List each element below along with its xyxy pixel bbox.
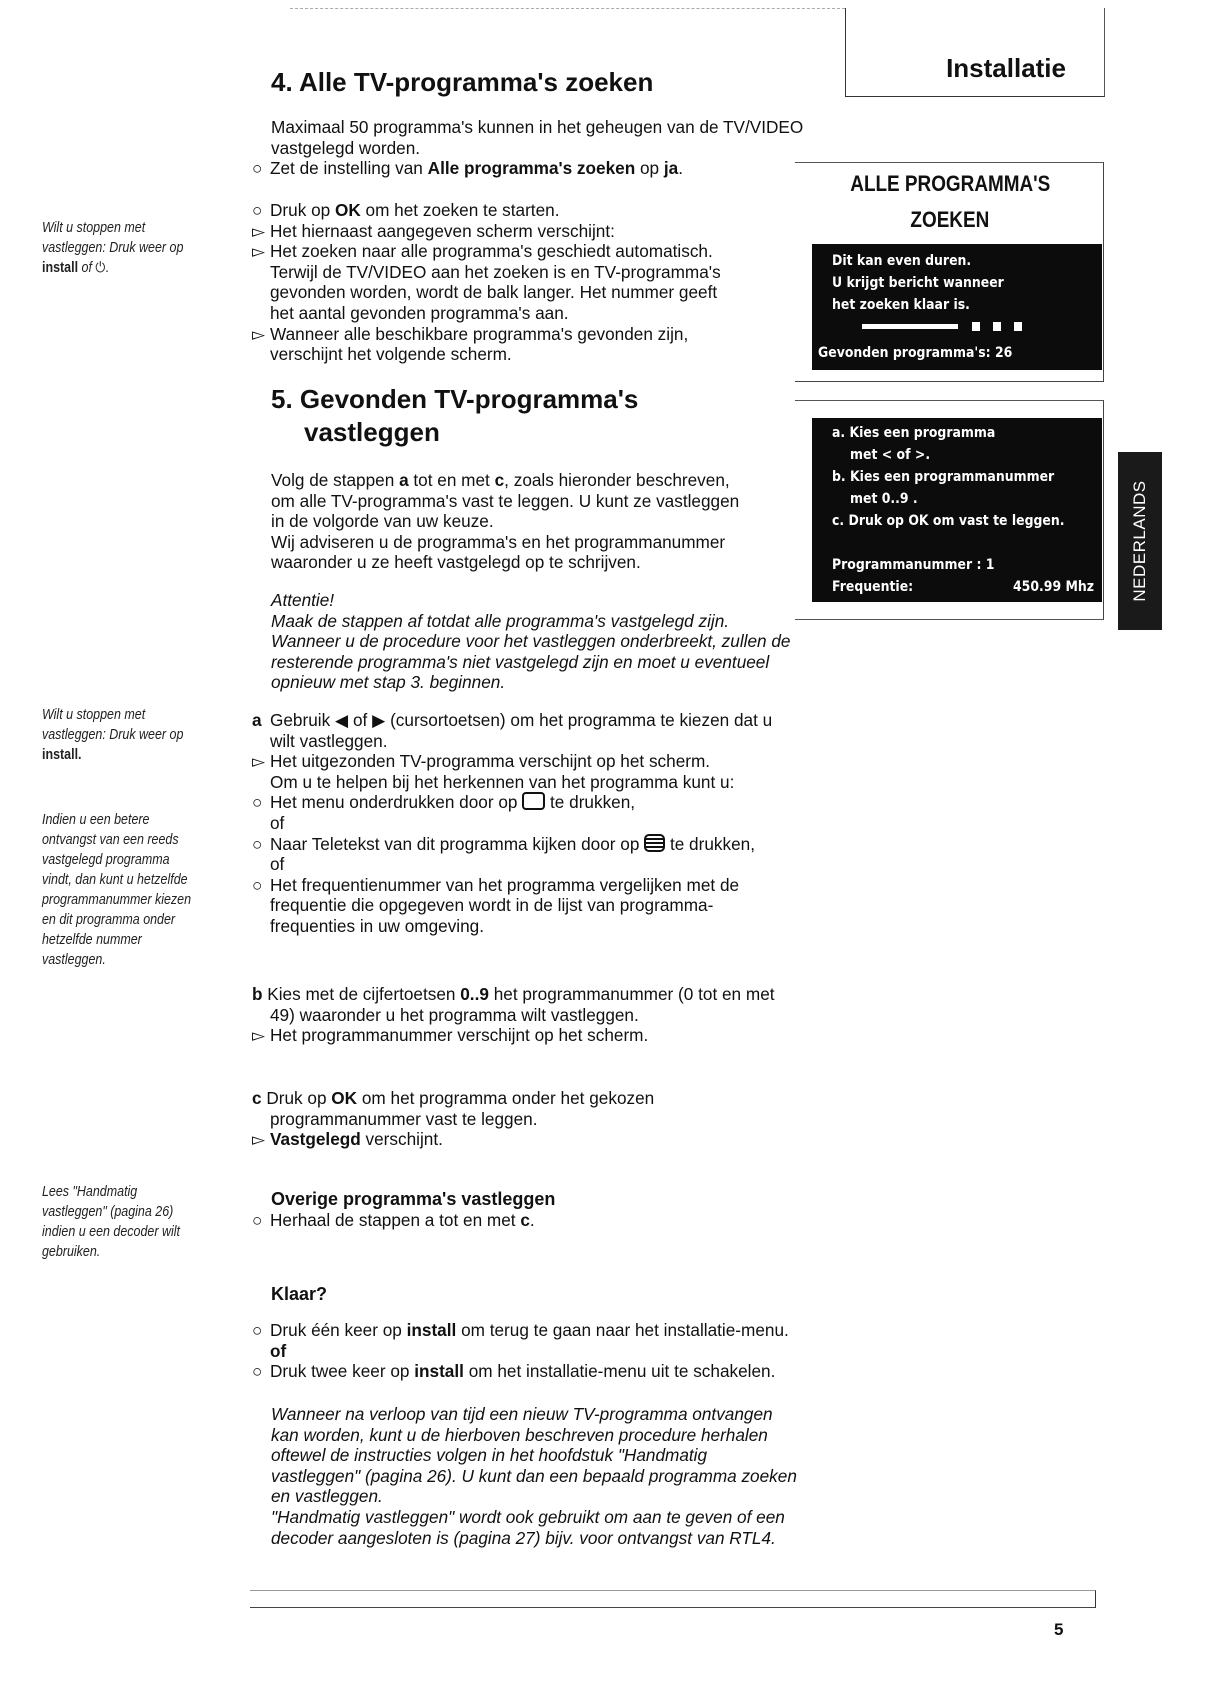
- frequency-label: Frequentie:: [832, 579, 914, 595]
- klaar-section: [252, 1320, 872, 1382]
- screen1-title-line1: ALLE PROGRAMMA'S: [849, 171, 1051, 196]
- note-line: oftewel de instructies volgen in het hoofdstuk "Handmatig: [271, 1445, 708, 1466]
- step-a: [252, 710, 872, 937]
- section5-body: [271, 470, 811, 573]
- step-letter: a: [252, 710, 262, 730]
- bullet-item: ○ Druk één keer op install om terug te gaan naar het installatie-menu. of: [252, 1320, 789, 1361]
- progress-segment: [993, 322, 1001, 331]
- intro-line: Maximaal 50 programma's kunnen in het geheugen van de TV/VIDEO: [271, 117, 804, 137]
- screen1-title-line2: ZOEKEN: [910, 207, 990, 232]
- step-c-line: c Druk op OK om het programma onder het gekozen: [252, 1088, 655, 1108]
- step-c-line: programmanummer vast te leggen.: [270, 1108, 538, 1129]
- result-marker: ▻: [252, 1129, 266, 1150]
- bullet-item: ○ Herhaal de stappen a tot en met c.: [252, 1209, 535, 1230]
- bullet-marker: ○: [252, 833, 263, 854]
- body-line: Wij adviseren u de programma's en het programmanummer: [271, 531, 726, 552]
- result-marker: ▻: [252, 1025, 266, 1046]
- section5-title: [271, 383, 638, 449]
- result-item: ▻ Het programmanummer verschijnt op het scherm.: [252, 1025, 649, 1046]
- footer-rule: [250, 1590, 1096, 1608]
- sidenote-better-reception: Indien u een betere ontvangst van een reeds vastgelegd programma vindt, dan kunt u hetzelfde programmanummer kiezen en dit programma onder hetzelfde nummer vastleggen.: [42, 812, 192, 968]
- screen2-line: met 0..9 .: [850, 491, 918, 507]
- result-marker: ▻: [252, 241, 266, 262]
- step-b: [252, 984, 872, 1046]
- page-number: 5: [1054, 1620, 1064, 1639]
- note-line: vastleggen" (pagina 26). U kunt dan een bepaald programma zoeken: [271, 1465, 797, 1486]
- progress-segment: [1014, 322, 1022, 331]
- power-icon: ⏻.: [95, 260, 109, 276]
- bullet-marker: ○: [252, 792, 263, 813]
- screen2-line: c. Druk op OK om vast te leggen.: [832, 513, 1065, 529]
- bullet-marker: ○: [252, 874, 263, 895]
- section4-title: 4. Alle TV-programma's zoeken: [271, 67, 654, 97]
- step-letter: b: [252, 984, 263, 1004]
- bullet-marker: ○: [252, 158, 263, 179]
- closing-note: [271, 1404, 891, 1548]
- sidenote-decoder: Lees "Handmatig vastleggen" (pagina 26) indien u een decoder wilt gebruiken.: [42, 1184, 180, 1260]
- language-tab: [1118, 452, 1162, 630]
- bullet-item: ○ Druk op OK om het zoeken te starten.: [252, 200, 560, 220]
- section5-title-line2: vastleggen: [304, 417, 440, 447]
- screen2-line: met < of >.: [850, 447, 931, 463]
- bullet-item: ○ Naar Teletekst van dit programma kijken door op te drukken, of: [252, 833, 755, 875]
- klaar-title: Klaar?: [271, 1284, 328, 1304]
- screen2-display: [812, 418, 1102, 602]
- section5-title-line1: 5. Gevonden TV-programma's: [271, 384, 639, 414]
- progress-segment: [972, 322, 980, 331]
- top-scan-rule: [290, 8, 845, 9]
- overige-title: Overige programma's vastleggen: [271, 1189, 556, 1209]
- body-line: Volg de stappen a tot en met c, zoals hieronder beschreven,: [271, 470, 730, 490]
- bullet-marker: ○: [252, 200, 263, 220]
- body-line: waaronder u ze heeft vastgelegd op te schrijven.: [271, 552, 641, 573]
- screen1-display: [812, 244, 1102, 370]
- section-title: Installatie: [946, 53, 1066, 83]
- screen1-title: [795, 166, 1105, 238]
- result-marker: ▻: [252, 751, 266, 772]
- arrow-right-icon: ▶: [372, 710, 386, 730]
- bullet-marker: ○: [252, 1361, 263, 1382]
- screen2-line: b. Kies een programmanummer: [832, 469, 1055, 485]
- result-item: ▻ Vastgelegd verschijnt.: [252, 1129, 443, 1150]
- bullet-item: ○ Zet de instelling van Alle programma's zoeken op ja.: [252, 158, 683, 179]
- bullet-item: ○ Druk twee keer op install om het installatie-menu uit te schakelen.: [252, 1361, 776, 1382]
- screen1-line: Dit kan even duren.: [832, 253, 972, 269]
- note-line: Wanneer na verloop van tijd een nieuw TV-programma ontvangen: [271, 1404, 773, 1424]
- arrow-left-icon: ◀: [334, 710, 349, 730]
- found-count: Gevonden programma's: 26: [818, 345, 1013, 361]
- note-line: kan worden, kunt u de hierboven beschreven procedure herhalen: [271, 1424, 768, 1445]
- bullet-item: ○ Het frequentienummer van het programma vergelijken met de frequentie die opgegeven wordt in de lijst van programma- frequenties in uw omgeving.: [252, 874, 740, 936]
- screen2-line: a. Kies een programma: [832, 425, 996, 441]
- screen1-line: U krijgt bericht wanneer: [832, 275, 1004, 291]
- sidenote-stop-2: Wilt u stoppen met vastleggen: Druk weer op install.: [42, 707, 184, 763]
- step-a-line: a Gebruik ◀ of ▶ (cursortoetsen) om het programma te kiezen dat u wilt vastleggen.: [252, 710, 773, 751]
- step-letter: c: [252, 1088, 262, 1108]
- step-c: [252, 1088, 872, 1150]
- bullet-marker: ○: [252, 1320, 263, 1340]
- bullet-marker: ○: [252, 1209, 263, 1230]
- note-line: decoder aangesloten is (pagina 27) bijv. voor ontvangst van RTL4.: [271, 1527, 776, 1548]
- section4-steps: [252, 200, 812, 365]
- attention-note: [271, 590, 871, 693]
- intro-line: vastgelegd worden.: [271, 137, 421, 158]
- result-item: ▻ Wanneer alle beschikbare programma's gevonden zijn, verschijnt het volgende scherm.: [252, 323, 689, 365]
- bullet-item: ○ Het menu onderdrukken door op te drukken, of: [252, 792, 636, 833]
- language-tab-label: NEDERLANDS: [1130, 480, 1149, 602]
- result-item: ▻ Het zoeken naar alle programma's geschiedt automatisch. Terwijl de TV/VIDEO aan het zoeken is en TV-programma's gevonden worden, wordt de balk langer. Het nummer geeft het aantal gevonden programma's aan.: [252, 241, 721, 323]
- attention-line: resterende programma's niet vastgelegd zijn en moet u eventueel: [271, 651, 770, 672]
- result-marker: ▻: [252, 220, 266, 241]
- program-number: Programmanummer : 1: [832, 557, 995, 573]
- step-b-line: 49) waaronder u het programma wilt vastleggen.: [270, 1004, 639, 1025]
- section4-body: [252, 117, 872, 179]
- screen1-line: het zoeken klaar is.: [832, 297, 970, 313]
- result-marker: ▻: [252, 323, 266, 344]
- step-b-line: b Kies met de cijfertoetsen 0..9 het programmanummer (0 tot en met: [252, 984, 775, 1004]
- progress-bar: [862, 324, 958, 329]
- header-box: [845, 8, 1105, 97]
- body-line: om alle TV-programma's vast te leggen. U kunt ze vastleggen: [271, 490, 740, 511]
- attention-heading: Attentie!: [271, 590, 335, 610]
- note-line: en vastleggen.: [271, 1486, 383, 1507]
- body-line: in de volgorde van uw keuze.: [271, 511, 494, 532]
- result-item: ▻ Het hiernaast aangegeven scherm verschijnt:: [252, 220, 615, 241]
- attention-line: Wanneer u de procedure voor het vastleggen onderbreekt, zullen de: [271, 631, 791, 652]
- sidenote-stop-1: Wilt u stoppen met vastleggen: Druk weer op install of ⏻.: [42, 220, 184, 276]
- result-item: ▻ Het uitgezonden TV-programma verschijnt op het scherm. Om u te helpen bij het herkennen van het programma kunt u:: [252, 751, 735, 792]
- teletext-icon: [644, 834, 665, 852]
- note-line: "Handmatig vastleggen" wordt ook gebruikt om aan te geven of een: [271, 1506, 785, 1527]
- overige-section: [252, 1189, 872, 1230]
- frequency-value: 450.99 Mhz: [1013, 579, 1095, 595]
- menu-off-icon: [522, 792, 545, 810]
- attention-line: Maak de stappen af totdat alle programma's vastgelegd zijn.: [271, 610, 730, 631]
- attention-line: opnieuw met stap 3. beginnen.: [271, 672, 506, 693]
